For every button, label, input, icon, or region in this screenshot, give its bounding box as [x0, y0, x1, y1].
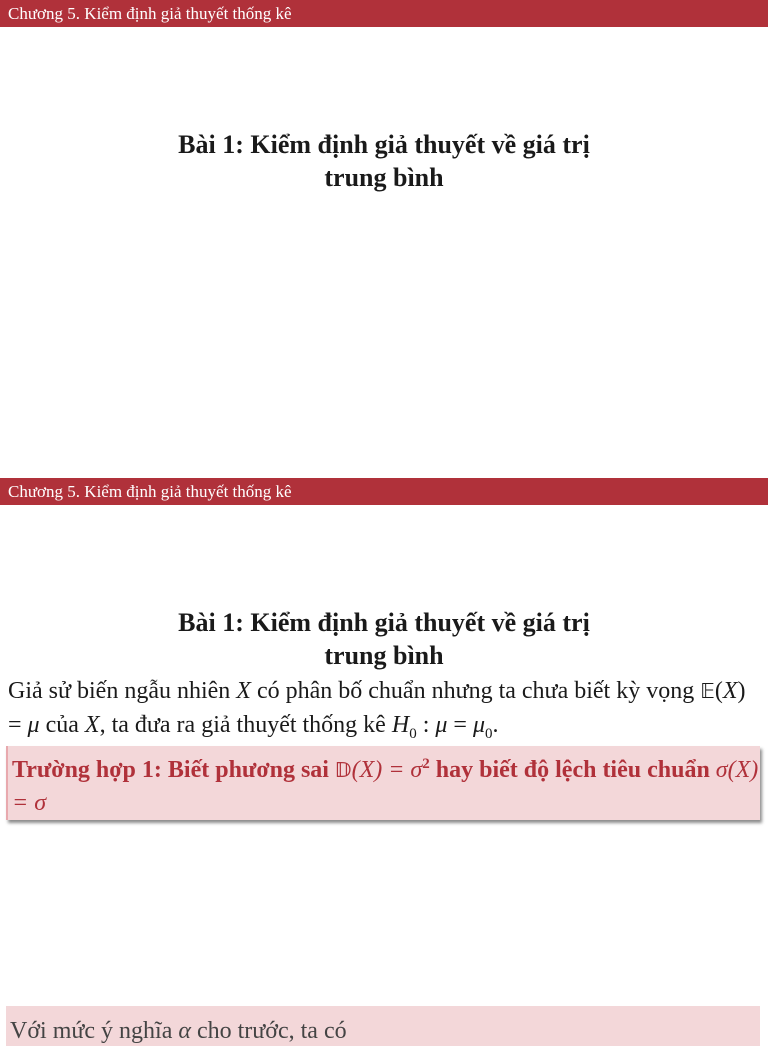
text: cho trước, ta có: [190, 1018, 347, 1044]
math-x: X: [722, 678, 738, 704]
math-h: H: [391, 712, 410, 738]
math-alpha: α: [178, 1018, 191, 1044]
lesson-title-line-1: Bài 1: Kiểm định giả thuyết về giá trị: [178, 608, 590, 637]
text: Giả sử biến ngẫu nhiên: [8, 678, 237, 704]
case-title: Trường hợp 1: Biết phương sai: [12, 757, 335, 783]
hypothesis-paragraph: [8, 674, 764, 751]
slide-2: [0, 478, 768, 1044]
text: ) =: [8, 678, 746, 738]
slide-1: [0, 0, 768, 478]
math-mu: μ: [27, 712, 40, 738]
chapter-header: Chương 5. Kiểm định giả thuyết thống kê: [0, 0, 768, 27]
variance-symbol: 𝔻: [334, 758, 352, 782]
case-title-cont: hay biết độ lệch tiêu chuẩn: [429, 757, 716, 783]
lesson-title: [0, 128, 768, 194]
text: Với mức ý nghĩa: [10, 1018, 179, 1044]
subscript: 0: [409, 725, 417, 742]
lesson-title-line-1: Bài 1: Kiểm định giả thuyết về giá trị: [178, 130, 590, 159]
text: của: [39, 712, 85, 738]
text: =: [447, 712, 473, 738]
expectation-symbol: 𝔼: [700, 679, 715, 703]
text: .: [492, 712, 499, 738]
text: (: [714, 678, 723, 704]
subscript: 0: [485, 725, 493, 742]
math-x: X: [84, 712, 100, 738]
chapter-header: Chương 5. Kiểm định giả thuyết thống kê: [0, 478, 768, 505]
text: , ta đưa ra giả thuyết thống kê: [99, 712, 392, 738]
lesson-title-line-2: trung bình: [324, 163, 444, 192]
lesson-title-line-2: trung bình: [324, 641, 444, 670]
math-x: X: [236, 678, 251, 704]
math-variance: (X) = σ: [351, 757, 423, 783]
math-mu: μ: [472, 712, 485, 738]
text: :: [416, 712, 436, 738]
text: có phân bố chuẩn nhưng ta chưa biết kỳ vọng: [250, 678, 701, 704]
math-std: σ(X) = σ: [12, 757, 759, 816]
superscript: 2: [422, 756, 430, 772]
math-mu: μ: [435, 712, 448, 738]
case-1-block: [6, 746, 760, 820]
lesson-title: [0, 606, 768, 672]
next-block: [6, 1006, 760, 1046]
